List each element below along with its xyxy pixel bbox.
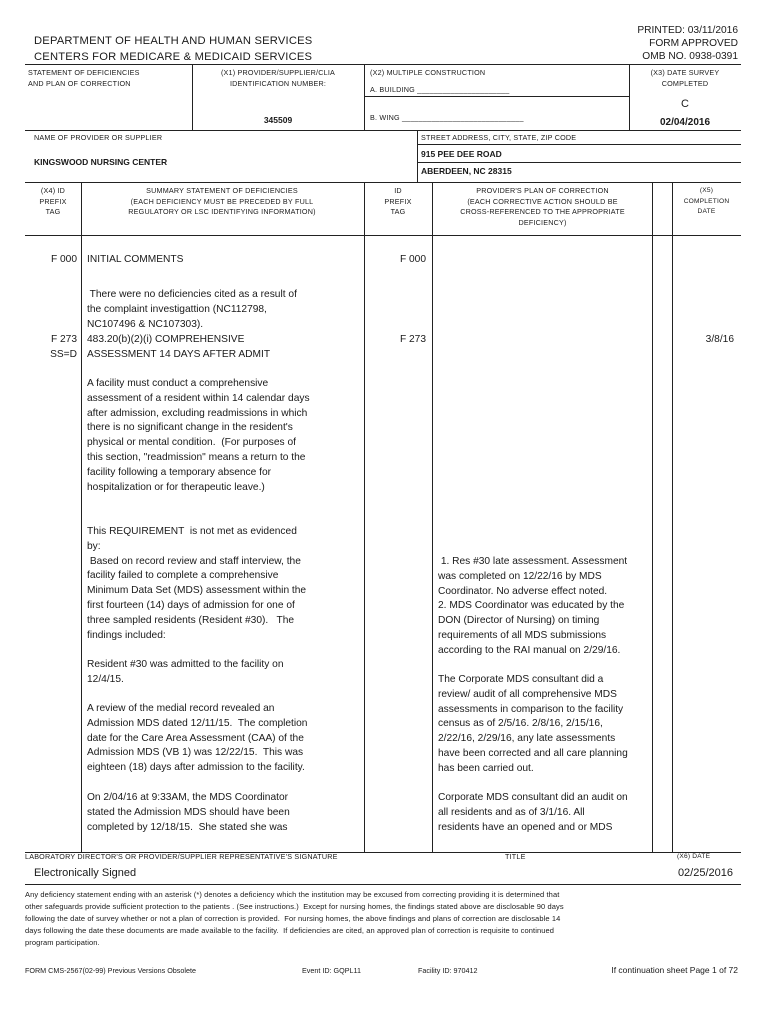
text-line: census as of 2/5/16. 2/8/16, 2/15/16, [438, 718, 603, 730]
address-line-2: ABERDEEN, NC 28315 [421, 166, 512, 176]
date-label: (X6) DATE [677, 853, 711, 860]
x5-header: (X5) COMPLETION DATE [683, 187, 730, 215]
statement-label: STATEMENT OF DEFICIENCIES AND PLAN OF CORRECTION [28, 68, 140, 88]
id-f000: F 000 [399, 254, 426, 265]
text-line: 12/4/15. [87, 673, 124, 685]
text-line: all residents and as of 3/1/16. All [438, 806, 585, 818]
corporate-review [438, 673, 628, 777]
text-line: A facility must conduct a comprehensive [87, 378, 269, 389]
text-line: Coordinator. No adverse effect noted. [438, 585, 608, 597]
form-approved: FORM APPROVED [649, 38, 738, 50]
event-id: Event ID: GQPL11 [302, 966, 361, 975]
dept-line-1: DEPARTMENT OF HEALTH AND HUMAN SERVICES [34, 35, 313, 47]
x2-label: (X2) MULTIPLE CONSTRUCTION [370, 68, 486, 77]
tag-f273: F 273 SS=D [50, 334, 77, 360]
text-line: date for the Care Area Assessment (CAA) of the [87, 732, 304, 744]
x1-label: (X1) PROVIDER/SUPPLIER/CLIA IDENTIFICATION NUMBER: [220, 68, 336, 88]
text-line: stated the Admission MDS should have been [87, 806, 290, 818]
regulation-title: 483.20(b)(2)(i) COMPREHENSIVE ASSESSMENT 14 DAYS AFTER ADMIT [87, 334, 271, 360]
signature-date: 02/25/2016 [677, 867, 733, 879]
text-line: 2. MDS Coordinator was educated by the [438, 600, 625, 612]
text-line: Admission MDS dated 12/11/15. The completion [87, 717, 308, 729]
form-number: FORM CMS-2567(02-99) Previous Versions Obsolete [25, 966, 196, 975]
omb-number: OMB NO. 0938-0391 [642, 51, 738, 63]
printed-date: PRINTED: 03/11/2016 [637, 25, 738, 36]
survey-date: 02/04/2016 [659, 117, 711, 128]
x3-label: (X3) DATE SURVEY COMPLETED [650, 68, 720, 88]
resident-admission [87, 658, 284, 688]
department-heading [34, 33, 312, 65]
form-status [637, 24, 738, 64]
text-line: was completed on 12/22/16 by MDS [438, 570, 602, 582]
text-line: facility following a temporary absence for [87, 466, 272, 478]
text-line: physical or mental condition. (For purposes of [87, 437, 296, 449]
provider-name: KINGSWOOD NURSING CENTER [34, 157, 168, 167]
text-line: completed by 12/18/15. She stated she was [87, 821, 288, 833]
text-line: residents have an opened and or MDS [438, 821, 613, 833]
text-line: DON (Director of Nursing) on timing [438, 615, 600, 627]
text-line: This REQUIREMENT is not met as evidenced [87, 526, 297, 537]
text-line: Corporate MDS consultant did an audit on [438, 792, 628, 803]
completion-date: 3/8/16 [705, 334, 734, 345]
x4-header: (X4) ID PREFIX TAG [39, 186, 67, 216]
id-header: ID PREFIX TAG [384, 186, 412, 216]
text-line: program participation. [25, 938, 100, 947]
signature-value: Electronically Signed [34, 867, 137, 879]
text-line: hospitalization or for therapeutic leave.) [87, 481, 265, 493]
page-indicator: If continuation sheet Page 1 of 72 [611, 965, 738, 975]
text-line: Based on record review and staff interview, the [87, 555, 301, 567]
text-line: have been corrected and all care planning [438, 747, 628, 759]
provider-id: 345509 [263, 115, 293, 125]
interview-text [87, 791, 290, 835]
provider-name-label: NAME OF PROVIDER OR SUPPLIER [34, 133, 163, 142]
text-line: assessments in comparison to the facility [438, 703, 624, 715]
plan-header: PROVIDER'S PLAN OF CORRECTION (EACH CORRECTIVE ACTION SHOULD BE CROSS-REFERENCED TO THE APPROPRIATE DEFICIENCY) [460, 186, 625, 227]
text-line: there is no significant change in the resident's [87, 422, 293, 434]
text-line: this section, "readmission" means a return to the [87, 451, 306, 463]
plan-items [438, 555, 627, 659]
title-label: TITLE [505, 852, 526, 861]
text-line: after admission, excluding readmissions in which [87, 407, 308, 419]
text-line: A review of the medial record revealed an [87, 703, 275, 714]
findings-intro [87, 525, 306, 643]
address-line-1: 915 PEE DEE ROAD [421, 149, 502, 159]
survey-code: C [681, 98, 689, 110]
text-line: The Corporate MDS consultant did a [438, 674, 604, 685]
text-line: facility failed to complete a comprehensive [87, 570, 279, 582]
initial-comments: INITIAL COMMENTS [87, 254, 184, 265]
text-line: review/ audit of all comprehensive MDS [438, 688, 617, 700]
text-line: first fourteen (14) days of admission for one of [87, 599, 295, 611]
text-line: requirements of all MDS submissions [438, 629, 607, 641]
text-line: 1. Res #30 late assessment. Assessment [438, 556, 628, 567]
dept-line-2: CENTERS FOR MEDICARE & MEDICAID SERVICES [34, 51, 313, 63]
id-f273: F 273 [399, 334, 426, 345]
text-line: assessment of a resident within 14 calendar days [87, 392, 310, 404]
text-line: 2/22/16, 2/29/16, any late assessments [438, 733, 616, 745]
text-line: findings included: [87, 629, 166, 641]
building-field: A. BUILDING ______________________ [370, 85, 510, 94]
text-line: has been carried out. [438, 762, 534, 774]
text-line: other safeguards provide sufficient protection to the patients . (See instructions.) Except for nursing homes, the findings stated above are disclosable 90 days [25, 902, 564, 911]
record-review [87, 702, 307, 776]
text-line: Resident #30 was admitted to the facility on [87, 659, 284, 670]
text-line: according to the RAI manual on 2/29/16. [438, 644, 621, 656]
text-line: Admission MDS (VB 1) was 12/22/15. This was [87, 747, 304, 759]
text-line: following the date of survey whether or not a plan of correction is provided. For nursing homes, the above findings and plans of correction are disclosable 14 [25, 914, 561, 923]
disclosure-notice [25, 889, 564, 949]
text-line: On 2/04/16 at 9:33AM, the MDS Coordinator [87, 792, 289, 803]
wing-field: B. WING _____________________________ [370, 113, 524, 122]
regulation-text [87, 377, 310, 495]
text-line: days following the date these documents are made available to the facility. If deficiencies are cited, an approved plan of correction is requisite to continued [25, 926, 555, 935]
text-line: three sampled residents (Resident #30). The [87, 614, 295, 626]
no-deficiencies-text: There were no deficiencies cited as a result of the complaint investigattion (NC112798, NC107496 & NC107303). [87, 289, 297, 330]
signature-label: LABORATORY DIRECTOR'S OR PROVIDER/SUPPLIER REPRESENTATIVE'S SIGNATURE [25, 852, 338, 861]
text-line: by: [87, 540, 101, 552]
facility-id: Facility ID: 970412 [418, 966, 478, 975]
text-line: Any deficiency statement ending with an asterisk (*) denotes a deficiency which the institution may be excused from correcting providing it is determined that [25, 890, 560, 899]
tag-f000: F 000 [50, 254, 77, 265]
text-line: Minimum Data Set (MDS) assessment within the [87, 585, 307, 597]
text-line: eighteen (18) days after admission to the facility. [87, 762, 305, 774]
corporate-audit [438, 791, 628, 835]
address-label: STREET ADDRESS, CITY, STATE, ZIP CODE [421, 133, 577, 142]
summary-header: SUMMARY STATEMENT OF DEFICIENCIES (EACH DEFICIENCY MUST BE PRECEDED BY FULL REGULATORY OR LSC IDENTIFYING INFORMATION) [128, 186, 316, 216]
